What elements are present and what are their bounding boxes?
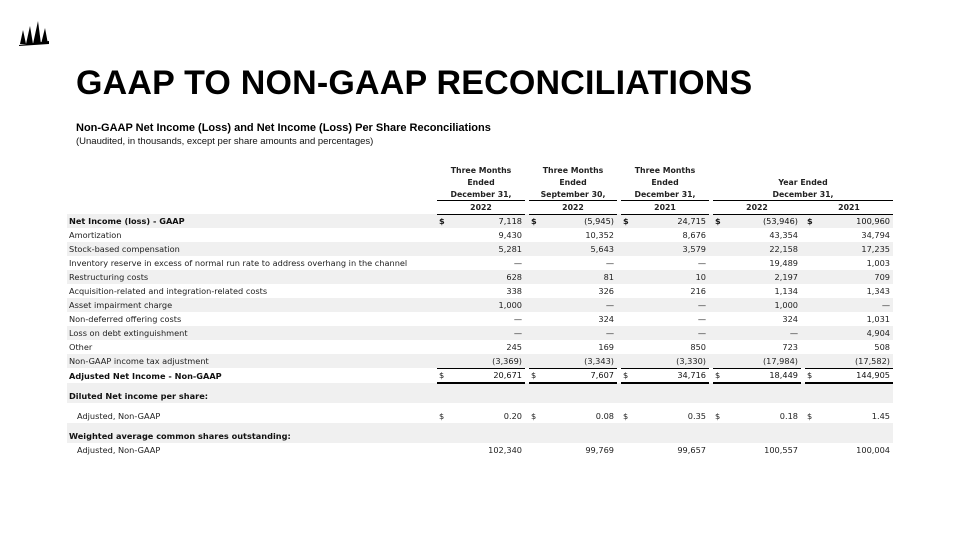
row-value: 144,905 [819, 368, 893, 383]
row-value: 0.18 [779, 410, 798, 421]
col2-header-line2: Ended [559, 178, 587, 187]
col2-header-line3: September 30, [529, 188, 617, 200]
row-value: — [605, 258, 614, 268]
header-row-2 [67, 176, 893, 188]
table-subtitle: Non-GAAP Net Income (Loss) and Net Income (Loss) Per Share Reconciliations [76, 122, 491, 134]
row-value: 102,340 [488, 444, 522, 455]
dollar-sign: $ [807, 410, 813, 421]
row-label: Net Income (loss) - GAAP [67, 214, 437, 228]
row-value: 9,430 [498, 230, 522, 240]
row-value: 2,197 [727, 270, 801, 284]
dollar-sign: $ [805, 214, 819, 228]
col1-header-line2: Ended [467, 178, 495, 187]
row-value: 324 [782, 314, 798, 324]
row-value: 7,607 [543, 368, 617, 383]
table-row [67, 214, 893, 228]
row-value: 10,352 [585, 230, 614, 240]
col1-header-line1: Three Months [450, 166, 512, 175]
year-col5: 2021 [805, 200, 893, 214]
table-row [67, 284, 893, 298]
dollar-sign: $ [713, 214, 727, 228]
row-label: Amortization [69, 230, 122, 240]
row-label: Non-deferred offering costs [69, 314, 182, 324]
row-value: (17,984) [727, 354, 801, 368]
row-value: 0.08 [595, 410, 614, 421]
row-value: 245 [506, 342, 522, 352]
row-value: — [543, 298, 617, 312]
table-note: (Unaudited, in thousands, except per share amounts and percentages) [76, 136, 374, 147]
row-value: (53,946) [727, 214, 801, 228]
row-value: — [697, 314, 706, 324]
dollar-sign: $ [529, 368, 543, 383]
dollar-sign: $ [621, 368, 635, 383]
row-value: 8,676 [682, 230, 706, 240]
row-value: 0.35 [687, 410, 706, 421]
row-value: 100,004 [856, 444, 891, 455]
year-col2: 2022 [529, 200, 617, 214]
row-label: Inventory reserve in excess of normal run rate to address overhang in the channel [69, 258, 408, 268]
row-value: 324 [598, 314, 614, 324]
year-col3: 2021 [621, 200, 709, 214]
dollar-sign: $ [623, 410, 629, 421]
row-value: 4,904 [819, 326, 893, 340]
table-row [67, 270, 893, 284]
row-value: 81 [543, 270, 617, 284]
row-value: 3,579 [635, 242, 709, 256]
table-row [67, 383, 893, 403]
year-col1: 2022 [437, 200, 525, 214]
table-row [67, 298, 893, 312]
table-row [67, 228, 893, 242]
row-value: 19,489 [769, 258, 798, 268]
row-value: — [513, 258, 522, 268]
col3-header-line3: December 31, [621, 188, 709, 200]
row-value: (3,369) [451, 354, 525, 368]
row-value: 1,031 [866, 314, 891, 324]
table-row [67, 354, 893, 368]
row-value: — [697, 258, 706, 268]
table-row [67, 242, 893, 256]
row-value: 1,000 [451, 298, 525, 312]
header-row-1 [67, 164, 893, 176]
dollar-sign: $ [437, 368, 451, 383]
year-header-row [67, 200, 893, 214]
row-value: 338 [506, 286, 522, 296]
row-value: 709 [819, 270, 893, 284]
reconciliation-table-container [67, 164, 891, 457]
row-label: Acquisition-related and integration-related costs [69, 286, 268, 296]
year-group-header-line2: December 31, [713, 188, 893, 200]
dollar-sign: $ [531, 410, 537, 421]
row-value: 1,000 [727, 298, 801, 312]
row-value: 628 [451, 270, 525, 284]
row-value: 5,281 [451, 242, 525, 256]
row-label: Other [69, 342, 93, 352]
dollar-sign: $ [437, 214, 451, 228]
row-value: 723 [782, 342, 798, 352]
table-row [67, 326, 893, 340]
row-label: Adjusted, Non-GAAP [77, 444, 161, 455]
section-heading: Weighted average common shares outstanding: [67, 423, 437, 443]
row-value: 99,657 [677, 444, 706, 455]
dollar-sign: $ [805, 368, 819, 383]
col3-header-line1: Three Months [634, 166, 696, 175]
row-value: 10 [635, 270, 709, 284]
row-value: 22,158 [727, 242, 801, 256]
row-value: — [727, 326, 801, 340]
row-value: 24,715 [635, 214, 709, 228]
year-group-header-line1: Year Ended [778, 178, 828, 187]
table-row [67, 340, 893, 354]
row-value: 1.45 [871, 410, 891, 421]
row-value: — [513, 314, 522, 324]
row-label: Adjusted Net Income - Non-GAAP [69, 370, 222, 381]
dollar-sign: $ [621, 214, 635, 228]
row-value: — [543, 326, 617, 340]
row-value: 34,716 [635, 368, 709, 383]
table-row [67, 368, 893, 383]
col2-header-line1: Three Months [542, 166, 604, 175]
row-value: — [819, 298, 893, 312]
row-value: 1,343 [866, 286, 891, 296]
row-value: 20,671 [451, 368, 525, 383]
row-value: 216 [690, 286, 706, 296]
row-value: (17,582) [819, 354, 893, 368]
row-value: (3,330) [635, 354, 709, 368]
row-label: Asset impairment charge [67, 298, 437, 312]
row-value: 0.20 [503, 410, 522, 421]
row-value: 99,769 [585, 444, 614, 455]
row-value: 508 [874, 342, 891, 352]
row-value: 850 [690, 342, 706, 352]
row-value: 169 [598, 342, 614, 352]
row-value: 7,118 [451, 214, 525, 228]
row-label: Stock-based compensation [67, 242, 437, 256]
dollar-sign: $ [715, 410, 721, 421]
col3-header-line2: Ended [651, 178, 679, 187]
table-row [67, 443, 893, 457]
dollar-sign: $ [439, 410, 445, 421]
section-heading: Diluted Net income per share: [67, 383, 437, 403]
row-value: 100,557 [764, 444, 798, 455]
row-value: — [635, 298, 709, 312]
page-title: GAAP TO NON-GAAP RECONCILIATIONS [76, 64, 753, 102]
row-value: — [635, 326, 709, 340]
table-row [67, 423, 893, 443]
dollar-sign: $ [713, 368, 727, 383]
row-value: 1,003 [866, 258, 891, 268]
row-value: (3,343) [543, 354, 617, 368]
table-row [67, 312, 893, 326]
row-value: 34,794 [861, 230, 891, 240]
row-value: 1,134 [774, 286, 798, 296]
table-row [67, 403, 893, 423]
row-label: Restructuring costs [67, 270, 437, 284]
row-label: Adjusted, Non-GAAP [77, 410, 161, 421]
row-value: 326 [598, 286, 614, 296]
row-label: Non-GAAP income tax adjustment [67, 354, 437, 368]
row-value: 18,449 [727, 368, 801, 383]
row-value: 100,960 [819, 214, 893, 228]
row-label: Loss on debt extinguishment [67, 326, 437, 340]
row-value: 17,235 [819, 242, 893, 256]
row-value: 5,643 [543, 242, 617, 256]
row-value: (5,945) [543, 214, 617, 228]
year-col4: 2022 [713, 200, 801, 214]
row-value: 43,354 [769, 230, 798, 240]
sails-logo-icon [18, 18, 50, 46]
header-row-3 [67, 188, 893, 200]
reconciliation-table [67, 164, 893, 457]
table-row [67, 256, 893, 270]
col1-header-line3: December 31, [437, 188, 525, 200]
row-value: — [451, 326, 525, 340]
dollar-sign: $ [529, 214, 543, 228]
